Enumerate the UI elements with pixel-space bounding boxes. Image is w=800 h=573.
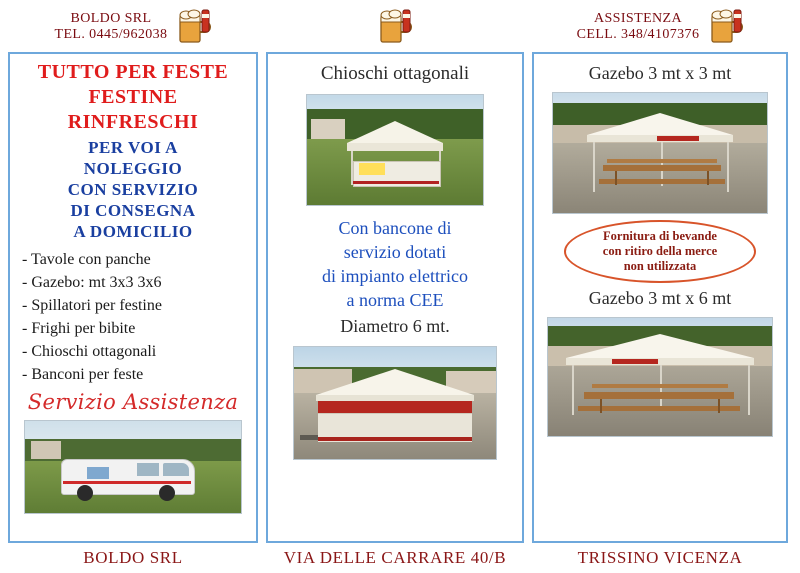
left-header-text (55, 11, 168, 43)
van-side-window (137, 463, 159, 476)
gazebo-pole-left (593, 142, 595, 192)
oval-line-3: non utilizzata (623, 259, 697, 273)
oval-line-2: con ritiro della merce (602, 244, 718, 258)
list-item: - Tavole con panche (22, 251, 151, 268)
van-door-logo (87, 467, 109, 479)
left-title-blue (18, 137, 248, 242)
gazebo-3x3-heading: Gazebo 3 mt x 3 mt (588, 63, 732, 83)
right-panel (532, 52, 788, 543)
mid-blue-line-4: a norma CEE (346, 290, 444, 310)
kiosk-canopy (347, 121, 443, 143)
kiosk-brand-band (318, 401, 472, 413)
oval-line-1: Fornitura di bevande (603, 229, 717, 243)
kiosk-side-bench (300, 435, 318, 440)
table-top (584, 392, 734, 399)
left-header-row (55, 8, 212, 46)
kiosk-sign (359, 163, 385, 175)
van-wheel-rear (77, 485, 93, 501)
beer-mug-icon (177, 8, 211, 46)
list-item: - Frighi per bibite (22, 320, 136, 337)
list-item: - Banconi per feste (22, 366, 144, 383)
title-blue-line-1: PER VOI A (88, 138, 178, 157)
right-footer: TRISSINO VICENZA (577, 548, 743, 567)
photo-ground (553, 133, 767, 213)
mid-blue-text (276, 216, 514, 312)
right-header-row (577, 8, 744, 46)
table-leg-right (707, 171, 709, 185)
right-header (532, 6, 788, 52)
kiosk-canopy (316, 369, 474, 395)
gazebo-pole-left (572, 365, 574, 415)
mid-column (266, 6, 524, 569)
gazebo-canopy (587, 113, 733, 135)
title-blue-line-5: A DOMICILIO (73, 222, 193, 241)
van-wheel-front (159, 485, 175, 501)
mid-header (266, 6, 524, 52)
left-header (8, 6, 258, 52)
delivery-van-photo (24, 420, 242, 514)
gazebo-brand-band (657, 136, 699, 141)
van-windshield (163, 463, 189, 476)
table-leg-left (600, 399, 602, 413)
kiosk-counter-band (353, 181, 439, 184)
gazebo-brand-band (612, 359, 658, 364)
title-blue-line-2: NOLEGGIO (83, 159, 183, 178)
bench-back (592, 384, 728, 388)
beer-mug-icon (378, 8, 412, 46)
photo-building (311, 119, 345, 139)
table-leg-right (718, 399, 720, 413)
left-footer: BOLDO SRL (83, 548, 183, 567)
beverage-supply-note (564, 220, 756, 283)
title-red-line-2: FESTINE (88, 86, 178, 108)
beer-mug-icon (709, 8, 743, 46)
mid-blue-line-1: Con bancone di (338, 218, 452, 238)
gazebo-canopy (566, 334, 754, 358)
right-column (532, 6, 788, 569)
title-blue-line-4: DI CONSEGNA (70, 201, 196, 220)
bench-front (578, 406, 740, 411)
photo-building (31, 441, 61, 459)
assistance-phone: CELL. 348/4107376 (576, 27, 700, 42)
mid-panel (266, 52, 524, 543)
list-item: - Gazebo: mt 3x3 3x6 (22, 274, 162, 291)
bench-back (607, 159, 717, 163)
gazebo-3x3-photo (552, 92, 768, 214)
gazebo-canopy-edge (566, 358, 754, 365)
octagonal-kiosk-white-photo (306, 94, 484, 206)
title-red-line-1: TUTTO PER FESTE (37, 61, 229, 83)
service-assistance-script: Servizio Assistenza (27, 390, 239, 414)
services-list (18, 248, 248, 386)
gazebo-pole-mid (660, 365, 662, 411)
gazebo-pole-right (727, 142, 729, 192)
gazebo-3x6-heading: Gazebo 3 mt x 6 mt (588, 288, 732, 308)
kiosk-counter-band (318, 437, 472, 441)
company-name: BOLDO SRL (70, 11, 152, 26)
right-header-text (577, 11, 700, 43)
left-title-red (18, 60, 248, 135)
kiosk-canopy-valance (347, 143, 443, 151)
list-item: - Chioschi ottagonali (22, 343, 157, 360)
van-stripe (63, 481, 191, 484)
gazebo-3x6-photo (547, 317, 773, 437)
octagonal-kiosk-furstenberg-photo (293, 346, 497, 460)
company-phone: TEL. 0445/962038 (54, 27, 168, 42)
mid-blue-line-3: di impianto elettrico (322, 266, 468, 286)
mid-diameter-text: Diametro 6 mt. (340, 316, 450, 336)
mid-footer: VIA DELLE CARRARE 40/B (283, 548, 507, 567)
left-column (8, 6, 258, 569)
table-leg-left (615, 171, 617, 185)
list-item: - Spillatori per festine (22, 297, 162, 314)
table-top (603, 165, 721, 171)
title-blue-line-3: CON SERVIZIO (67, 180, 199, 199)
assistance-label: ASSISTENZA (593, 11, 682, 26)
mid-blue-line-2: servizio dotati (343, 242, 447, 262)
title-red-line-3: RINFRESCHI (67, 111, 199, 133)
gazebo-pole-right (748, 365, 750, 415)
left-panel (8, 52, 258, 543)
mid-heading: Chioschi ottagonali (320, 63, 470, 84)
